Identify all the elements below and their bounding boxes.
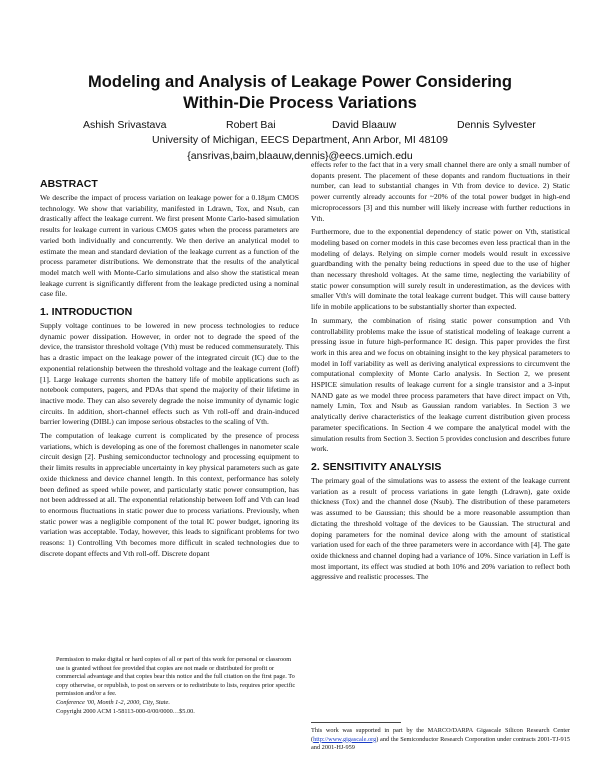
- footnote-text-after: ) and the Semiconductor Research Corporation under contracts 2001-TJ-915 and 2001-HJ-959: [311, 735, 570, 752]
- affiliation: University of Michigan, EECS Department, Ann Arbor, MI 48109: [152, 134, 448, 146]
- introduction-heading: 1. INTRODUCTION: [40, 306, 133, 319]
- author-name: Dennis Sylvester: [457, 119, 536, 131]
- conference-line: Conference '00, Month 1-2, 2000, City, State.: [56, 698, 170, 706]
- intro-paragraph-4: Furthermore, due to the exponential dependency of static power on Vth, statistical modeling based on corner models in this case becomes even less practical than in the modeling of delays. Relying on simple corner models would result in excessive guardbanding with the penalty being reductions in speed due to the use of higher than necessary threshold voltages. At the same time, neglecting the variability of static power consumption will surely result in underestimation, as the devices with smaller Vth's will dominate the total leakage current budget. This will cause battery life in mobile applications to be substantially shorter than expected.: [311, 227, 570, 312]
- title-line-2: Within-Die Process Variations: [183, 94, 417, 112]
- intro-paragraph-2: The computation of leakage current is complicated by the presence of process variations, which is developing as one of the foremost challenges in nanometer scale circuit design [2]. Pushing semiconductor technology and processing equipment to their limits results in appreciable uncertainty in key physical parameters such as gate oxide thickness and device channel length. In this context, performance has solely been defined as speed while power, and particularly static power consumption, has not been addressed at all. The exponential relationship between Ioff and Vth can lead to enormous fluctuations in static power due to process variations. Previously, when static power was a negligible component of the total IC power budget, ignoring its variation was acceptable. Today, however, this leads to significant problems for two reasons: 1) Controlling Vth becomes more difficult in scaled technologies due to discrete dopant effects and Vth roll-off. Discrete dopant: [40, 431, 299, 558]
- intro-paragraph-3: effects refer to the fact that in a very small channel there are only a small number of dopants present. The placement of these dopants and random fluctuations in their number, can lead to substantial changes in Vth from device to device. 2) Static power currently already accounts for ~20% of the total power budget in high-end microprocessors [3] and this number will likely increase with further reductions in Vth.: [311, 160, 570, 223]
- footnote-rule: [311, 722, 401, 723]
- abstract-heading: ABSTRACT: [40, 178, 98, 190]
- author-name: Ashish Srivastava: [83, 119, 167, 131]
- footnote: [311, 727, 570, 753]
- author-name: David Blaauw: [332, 119, 397, 131]
- sensitivity-heading: 2. SENSITIVITY ANALYSIS: [311, 460, 442, 473]
- author-emails: {ansrivas,baim,blaauw,dennis}@eecs.umich.edu: [187, 150, 413, 162]
- abstract-text: We describe the impact of process variation on leakage power for a 0.18µm CMOS technology. We show that variability, manifested in Ldrawn, Tox, and Nsub, can drastically affect the leakage current. We first present Monte Carlo-based simulation results for leakage current in various CMOS gates when the process parameters are varied both individually and concurrently. We then derive an analytical model to estimate the mean and standard deviation of the leakage current as a function of the process parameter distributions. We demonstrate that the results of the analytical model match well with Monte-Carlo simulations and also show the statistical mean leakage current is significantly different from the leakage predicted using a nominal case file.: [40, 193, 299, 299]
- intro-paragraph-5: In summary, the combination of rising static power consumption and Vth controllability problems make the issue of statistical modeling of leakage current a pressing issue in future high-performance IC design. This paper provides the first work in this area and we focus on obtaining insight to the key physical parameters to model in Ioff variability as well as deriving analytical expressions to circumvent the computational complexity of Monte Carlo analysis. In Section 2, we present HSPICE simulation results of leakage current for a single transistor and a 3-input NAND gate as we model three process parameters that have direct impact on Vth, namely Lmin, Tox and Nsub as Gaussian random variables. In Section 3 we analytically derive characteristics of the leakage current distribution given process parameter specifications. In Section 4 we compare the analytical model with the simulation results from Section 3. Section 5 provides conclusion and describes future work.: [311, 315, 570, 454]
- copyright-line: Copyright 2000 ACM 1-58113-000-0/00/0000…$5.00.: [56, 707, 195, 715]
- paper-title: [0, 72, 600, 114]
- gigascale-link[interactable]: http://www.gigascale.org: [313, 735, 377, 743]
- left-column: [40, 178, 299, 563]
- permission-text: Permission to make digital or hard copies of all or part of this work for personal or classroom use is granted without fee provided that copies are not made or distributed for profit or commercial advantage and that copies bear this notice and the full citation on the first page. To copy otherwise, or republish, to post on servers or to redistribute to lists, requires prior specific permission and/or a fee.: [56, 656, 296, 698]
- intro-paragraph-1: Supply voltage continues to be lowered in new process technologies to reduce dynamic power dissipation. However, in order not to degrade the speed of the device, the transistor threshold voltage (Vth) must be reduced commensurately. This has a drastic impact on the leakage power of the integrated circuit (IC) due to the exponential relationship between the threshold voltage and the leakage current (Ioff) [1]. Large leakage currents shorten the battery life of mobile applications such as notebook computers, pagers, and PDAs that spend the majority of their lifetime in inactive mode. They can also severely degrade the noise immunity of dynamic logic circuits. In addition, short-channel effects such as Vth roll-off and drain-induced barrier lowering (DIBL) can impose serious obstacles to the scaling of Vth.: [40, 321, 299, 427]
- title-line-1: Modeling and Analysis of Leakage Power Considering: [88, 73, 512, 91]
- footnote-text-before: This work was supported in part by the MARCO/DARPA Gigascale Silicon Research Center (: [311, 727, 570, 743]
- sensitivity-paragraph-1: The primary goal of the simulations was to assess the extent of the leakage current variation as a result of process variations in gate length (Ldrawn), gate oxide thickness (Tox) and the channel dose (Nsub). The distribution of these parameters was assumed to be Gaussian; this should be a more reasonable assumption than dictating the threshold voltage of the devices to be Gaussian. The structural and doping parameters for the nominal device along with the amount of statistical variation used for each of the three parameters were in accordance with [4]. The gate oxide thickness and channel doping had a variance of 10%. Since variation in Leff is most important, its effect was studied at both 10% and 20% variation to reflect both aggressive and realistic processes. The: [311, 475, 570, 582]
- author-name: Robert Bai: [226, 119, 276, 131]
- permission-notice: [56, 656, 299, 716]
- footnote-text: [311, 727, 570, 753]
- right-column: [311, 160, 570, 586]
